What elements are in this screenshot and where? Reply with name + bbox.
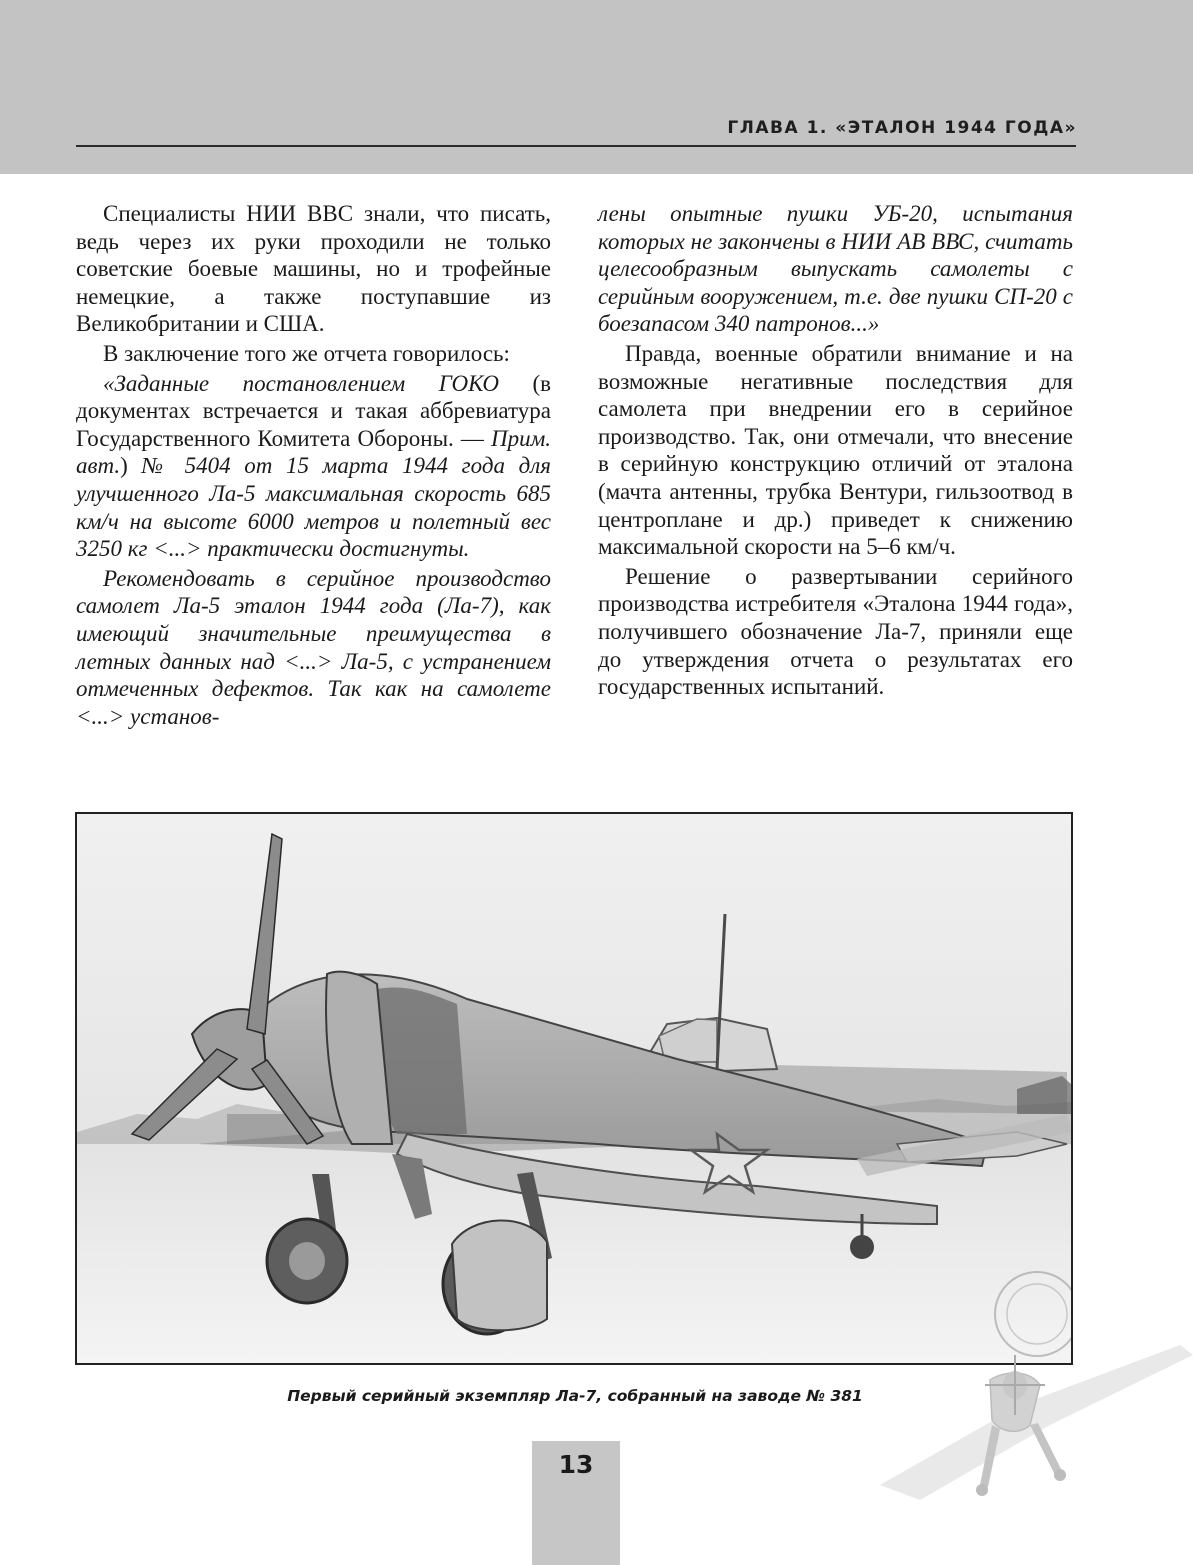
quote-text: лены опытные пушки УБ-20, испытания которых не закончены в НИИ АВ ВВС, считать целесообразным выпускать самолеты с серийным вооружением, т.е. две пушки СП-20 с боезапасом 340 патронов...»	[598, 201, 1073, 337]
header-band	[0, 0, 1193, 174]
chapter-title: ГЛАВА 1. «ЭТАЛОН 1944 ГОДА»	[727, 118, 1077, 138]
quote-text: № 5404 от 15 марта 1944 года для улучшенного Ла-5 максимальная скорость 685 км/ч на высоте 6000 метров и полетный вес 3250 кг <...> практически достигнуты.	[76, 453, 551, 562]
paragraph: Решение о развертывании серийного производства истребителя «Эталона 1944 года», получившего обозначение Ла-7, приняли еще до утверждения отчета о результатах его государственных испытаний.	[598, 563, 1073, 700]
la7-photo-illustration	[77, 814, 1071, 1363]
aircraft-photo	[75, 812, 1073, 1365]
photo-caption: Первый серийный экземпляр Ла-7, собранный на заводе № 381	[287, 1387, 863, 1405]
page-number: 13	[558, 1450, 594, 1479]
quote-paragraph	[598, 200, 1073, 338]
watermark-plane-icon	[880, 1325, 1193, 1525]
quote-paragraph	[76, 565, 551, 731]
author-note-abbr: Прим. авт.	[76, 425, 551, 479]
quote-text: «Заданные постановлением ГОКО	[103, 370, 499, 396]
author-note: (в документах встречается и такая аббревиатура Государственного Комитета Обороны. —	[76, 370, 551, 451]
right-column	[598, 200, 1073, 701]
quote-paragraph	[76, 370, 551, 563]
header-rule	[76, 145, 1076, 147]
paragraph: Правда, военные обратили внимание и на возможные негативные последствия для самолета при внедрении его в серийное производство. Так, они отмечали, что внесение в серийную конструкцию отличий от эталона (мачта антенны, трубка Вентури, гильзоотвод в центроплане и др.) приведет к снижению максимальной скорости на 5–6 км/ч.	[598, 340, 1073, 560]
paragraph: В заключение того же отчета говорилось:	[103, 340, 510, 366]
paragraph: Специалисты НИИ ВВС знали, что писать, ведь через их руки проходили не только советские боевые машины, но и трофейные немецкие, а также поступавшие из Великобритании и США.	[76, 201, 551, 337]
author-note-close: )	[120, 453, 142, 479]
left-column	[76, 200, 551, 730]
quote-text: Рекомендовать в серийное производство самолет Ла-5 эталон 1944 года (Ла-7), как имеющий значительные преимущества в летных данных над <...> Ла-5, с устранением отмеченных дефектов. Так как на самолете <...> установ-	[76, 565, 551, 729]
